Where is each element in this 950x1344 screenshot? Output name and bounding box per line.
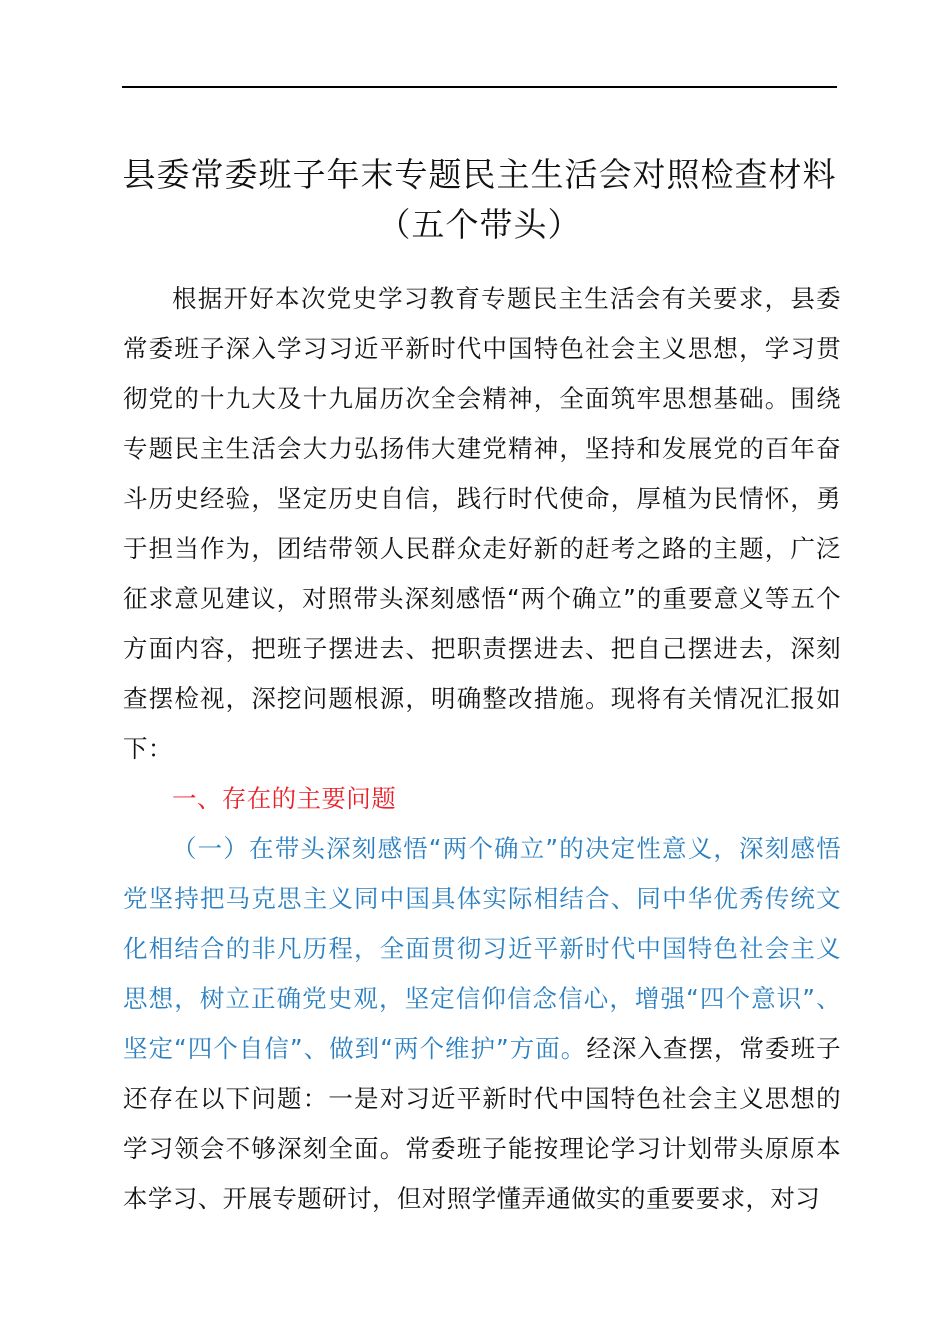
subsection-heading: （一）在带头深刻感悟“两个确立”的决定性意义，深刻感悟党坚持把马克思主义同中国具体实际相结合、同中华优秀传统文化相结合的非凡历程，全面贯彻习近平新时代中国特色社会主义思想，树立正确党史观，坚定信仰信念信心，增强“四个意识”、坚定“四个自信”、做到“两个维护”方面。 [123,834,841,1063]
header-rule [122,86,837,88]
subsection-paragraph [123,824,841,1224]
intro-paragraph: 根据开好本次党史学习教育专题民主生活会有关要求，县委常委班子深入学习习近平新时代中国特色社会主义思想，学习贯彻党的十九大及十九届历次全会精神，全面筑牢思想基础。围绕专题民主生活会大力弘扬伟大建党精神，坚持和发展党的百年奋斗历史经验，坚定历史自信，践行时代使命，厚植为民情怀，勇于担当作为，团结带领人民群众走好新的赶考之路的主题，广泛征求意见建议，对照带头深刻感悟“两个确立”的重要意义等五个方面内容，把班子摆进去、把职责摆进去、把自己摆进去，深刻查摆检视，深挖问题根源，明确整改措施。现将有关情况汇报如下： [123,284,841,763]
subsection-body: 经深入查摆，常委班子还存在以下问题：一是对习近平新时代中国特色社会主义思想的学习领会不够深刻全面。常委班子能按理论学习计划带头原原本本学习、开展专题研讨，但对照学懂弄通做实的重要要求，对习 [123,1034,841,1213]
document-title: 县委常委班子年末专题民主生活会对照检查材料（五个带头） [122,155,837,244]
section-heading: 一、存在的主要问题 [172,784,397,813]
document-body [123,274,841,1224]
